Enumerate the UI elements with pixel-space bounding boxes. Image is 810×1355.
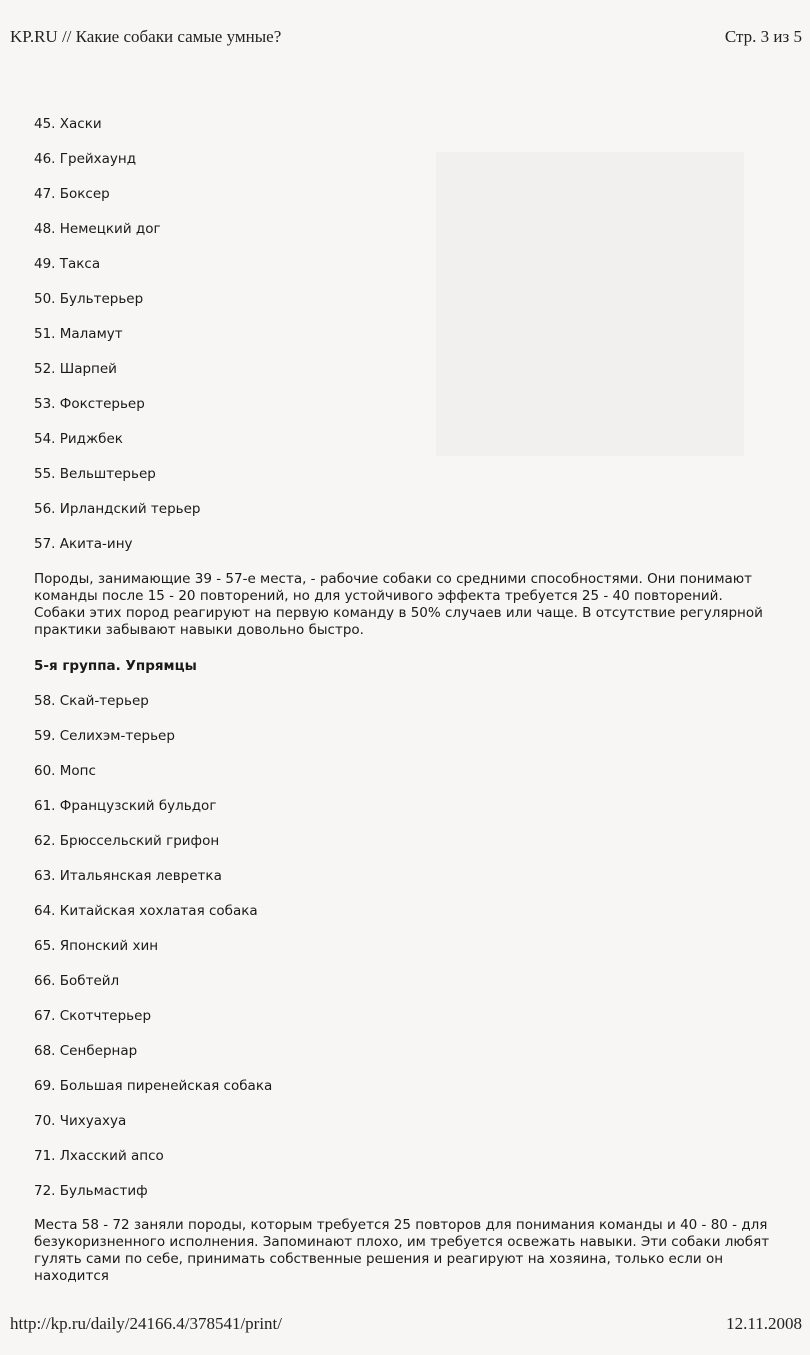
list-item: 68. Сенбернар [34,1043,138,1059]
list-item: 61. Французский бульдог [34,798,217,814]
list-item: 45. Хаски [34,116,102,132]
list-item: 54. Риджбек [34,431,123,447]
page-footer [10,1314,802,1334]
list-item: 64. Китайская хохлатая собака [34,903,258,919]
page-number: Стр. 3 из 5 [724,27,802,46]
list-item: 53. Фокстерьер [34,396,145,412]
paragraph-group-5-summary: Места 58 - 72 заняли породы, которым требуется 25 повторов для понимания команды и 40 - 80 - для безукоризненного исполнения. Запоминают плохо, им требуется освежать навыки. Эти собаки любят гулять сами по себе, принимать собственные решения и реагируют на хозяина, только если он находится [34,1217,770,1284]
list-item: 48. Немецкий дог [34,221,161,237]
list-item: 59. Селихэм-терьер [34,728,175,744]
list-item: 66. Бобтейл [34,973,120,989]
list-item: 56. Ирландский терьер [34,501,201,517]
list-item: 55. Вельштерьер [34,466,156,482]
list-item: 47. Боксер [34,186,110,202]
breed-list-group-5 [34,693,272,1218]
list-item: 60. Мопс [34,763,96,779]
page-header [10,27,802,47]
list-item: 49. Такса [34,256,101,272]
list-item: 71. Лхасский апсо [34,1148,164,1164]
list-item: 51. Маламут [34,326,123,342]
list-item: 63. Итальянская левретка [34,868,222,884]
page-title: KP.RU // Какие собаки самые умные? [10,27,282,46]
list-item: 70. Чихуахуа [34,1113,127,1129]
list-item: 69. Большая пиренейская собака [34,1078,273,1094]
list-item: 46. Грейхаунд [34,151,137,167]
section-heading: 5-я группа. Упрямцы [34,658,197,674]
list-item: 62. Брюссельский грифон [34,833,220,849]
list-item: 52. Шарпей [34,361,117,377]
page-url: http://kp.ru/daily/24166.4/378541/print/ [10,1314,282,1333]
list-item: 58. Скай-терьер [34,693,149,709]
list-item: 65. Японский хин [34,938,159,954]
bleed-through-image [436,152,744,456]
list-item: 50. Бультерьер [34,291,144,307]
paragraph-group-4-summary: Породы, занимающие 39 - 57-е места, - рабочие собаки со средними способностями. Они понимают команды после 15 - 20 повторений, но для устойчивого эффекта требуется 25 - 40 повторений. Собаки этих пород реагируют на первую команду в 50% случаев или чаще. В отсутствие регулярной практики забывают навыки довольно быстро. [34,571,763,638]
list-item: 67. Скотчтерьер [34,1008,152,1024]
breed-list-group-4 [34,116,200,571]
list-item: 72. Бульмастиф [34,1183,148,1199]
list-item: 57. Акита-ину [34,536,133,552]
print-date: 12.11.2008 [726,1314,802,1333]
